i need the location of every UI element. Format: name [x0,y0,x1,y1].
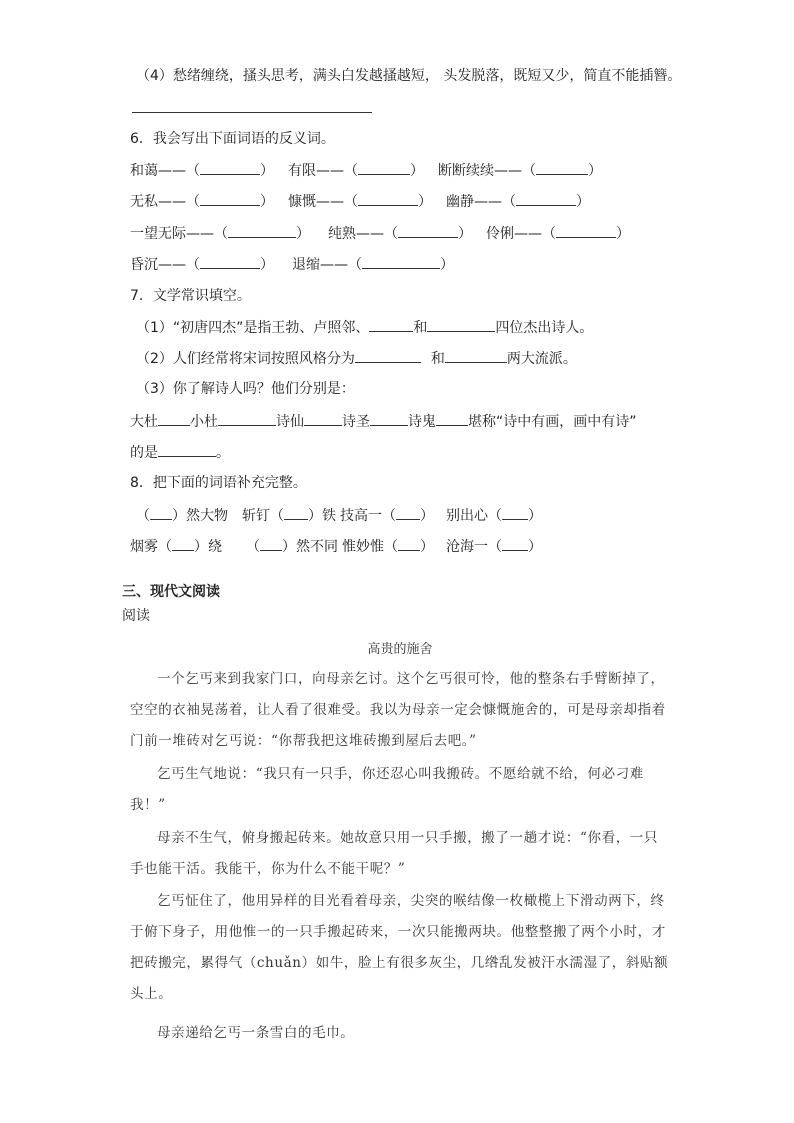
poet-label: 大杜 [130,414,158,430]
q6-word: 和蔼——（ [130,163,200,179]
q6-row-3 [130,223,630,244]
q6-paren: ） [616,226,630,242]
q8-text: 沧海一（ [446,539,502,555]
q7-text: 两大流派。 [506,351,577,367]
answer-blank[interactable] [355,348,421,363]
answer-blank[interactable] [200,191,260,206]
passage-paragraph: 母亲递给乞丐一条雪白的毛巾。 [157,1025,355,1041]
q7-text: 的是 [130,445,158,461]
q8-text: ） [420,539,434,555]
answer-blank[interactable] [228,223,296,238]
answer-blank[interactable] [369,317,413,332]
q8-text: 技高一（ [340,508,396,524]
answer-blank[interactable] [200,254,260,269]
q6-word: 一望无际——（ [130,226,228,242]
q7-text: 四位杰出诗人。 [495,320,594,336]
q8-text: 烟雾（ [130,539,172,555]
answer-blank[interactable] [396,505,420,520]
section-subheading: 阅读 [122,608,150,624]
q6-word: 慷慨——（ [288,194,358,210]
q8-text: （ [136,508,150,524]
q8-title: 8．把下面的词语补充完整。 [130,475,307,491]
answer-blank[interactable] [436,411,468,426]
q6-paren: ） [260,257,274,273]
q6-row-1 [130,160,602,181]
answer-blank[interactable] [516,191,576,206]
answer-line[interactable] [132,112,372,113]
answer-blank[interactable] [158,411,190,426]
q6-paren: ） [296,226,310,242]
poet-label: 堪称“诗中有画，画中有诗” [468,414,637,430]
q6-paren: ） [588,163,602,179]
q7-title: 7．文学常识填空。 [130,288,251,304]
answer-blank[interactable] [502,505,528,520]
q8-text: ） [420,508,434,524]
q6-title: 6．我会写出下面词语的反义词。 [130,131,335,147]
q8-text: ）绕 [194,539,222,555]
passage-paragraph: 母亲不生气，俯身搬起砖来。她故意只用一只手搬，搬了一趟才说：“你看，一只手也能干活。我能干，你为什么不能干呢？” [130,830,659,877]
answer-blank[interactable] [502,536,528,551]
poet-label: 诗仙 [276,414,304,430]
q8-text: 别出心（ [446,508,502,524]
q6-word: 昏沉——（ [130,257,200,273]
q7-item3: （3）你了解诗人吗？他们分别是： [136,381,355,397]
passage-paragraph: 乞丐怔住了，他用异样的目光看着母亲，尖突的喉结像一枚橄榄上下滑动两下，终于俯下身子，用他惟一的一只手搬起砖来，一次只能搬两块。他整整搬了两个小时，才把砖搬完，累得气（chuǎn）如牛，脸上有很多灰尘，几绺乱发被汗水濡湿了，斜贴额头上。 [130,893,669,1002]
q6-row-4 [130,254,454,275]
q6-paren: ） [418,194,432,210]
q6-word: 伶俐——（ [486,226,556,242]
q7-text: 和 [430,351,445,367]
answer-blank[interactable] [362,254,440,269]
answer-blank[interactable] [427,317,495,332]
answer-blank[interactable] [304,411,342,426]
answer-blank[interactable] [284,505,308,520]
answer-blank[interactable] [158,442,216,457]
q7-poets-end [130,442,230,463]
q7-text: 和 [413,320,428,336]
answer-blank[interactable] [398,223,458,238]
q7-poets [130,411,637,432]
q6-paren: ） [260,163,274,179]
q6-paren: ） [440,257,454,273]
q8-row-2 [130,536,542,557]
answer-blank[interactable] [445,348,507,363]
passage-paragraph: 一个乞丐来到我家门口，向母亲乞讨。这个乞丐很可怜，他的整条右手臂断掉了，空空的衣袖晃荡着，让人看了很难受。我以为母亲一定会慷慨施舍的，可是母亲却指着门前一堆砖对乞丐说：“你帮我把这堆砖搬到屋后去吧。” [130,671,666,749]
section-heading: 三、现代文阅读 [122,584,220,600]
q6-paren: ） [576,194,590,210]
q6-paren: ） [458,226,472,242]
answer-blank[interactable] [150,505,172,520]
q8-text: 惟妙惟（ [342,539,398,555]
q6-word: 纯熟——（ [328,226,398,242]
q6-paren: ） [260,194,274,210]
passage-paragraph: 乞丐生气地说：“我只有一只手，你还忍心叫我搬砖。不愿给就不给，何必刁难我！” [130,766,644,813]
answer-blank[interactable] [536,160,588,175]
passage-title: 高贵的施舍 [367,642,433,657]
q7-item2 [136,348,577,369]
q8-text: ） [528,508,542,524]
q7-text: （2）人们经常将宋词按照风格分为 [136,351,355,367]
answer-blank[interactable] [172,536,194,551]
answer-blank[interactable] [370,411,408,426]
q8-text: ）然大物 [172,508,228,524]
q6-word: 退缩——（ [292,257,362,273]
poet-label: 诗圣 [342,414,370,430]
q7-text: （1）“初唐四杰”是指王勃、卢照邻、 [136,320,370,336]
q8-text: 斩钉（ [242,508,284,524]
answer-blank[interactable] [218,411,276,426]
q7-item1 [136,317,593,338]
answer-blank[interactable] [556,223,616,238]
q6-word: 有限——（ [288,163,358,179]
q6-paren: ） [410,163,424,179]
answer-blank[interactable] [200,160,260,175]
q8-text: ）然不同 [282,539,338,555]
poet-label: 小杜 [190,414,218,430]
q7-text: 。 [216,445,230,461]
answer-blank[interactable] [358,160,410,175]
q8-row-1 [136,505,542,526]
poet-label: 诗鬼 [408,414,436,430]
q6-word: 断断续续——（ [438,163,536,179]
answer-blank[interactable] [260,536,282,551]
q6-word: 幽静——（ [446,194,516,210]
q6-row-2 [130,191,590,212]
q8-text: ） [528,539,542,555]
q8-text: ）铁 [308,508,336,524]
answer-blank[interactable] [398,536,420,551]
q6-word: 无私——（ [130,194,200,210]
q5-item4: （4）愁绪缠绕，搔头思考，满头白发越搔越短， 头发脱落，既短又少，简直不能插簪。 [136,68,682,84]
q8-text: （ [246,539,260,555]
answer-blank[interactable] [358,191,418,206]
